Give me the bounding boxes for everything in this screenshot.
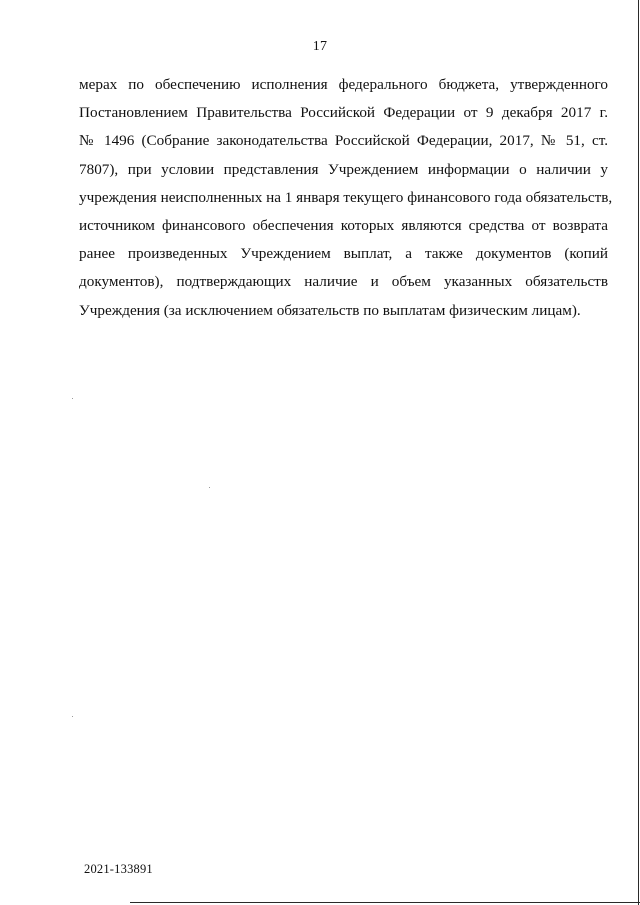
paragraph-line: учреждения неисполненных на 1 января текущего финансового года обязательств, [79,188,613,206]
scan-edge-bottom [130,902,640,903]
paragraph-line: 7807), при условии представления Учреждением информации о наличии у [79,160,608,178]
body-paragraph [79,71,613,325]
paragraph-line: документов), подтверждающих наличие и объем указанных обязательств [79,273,608,291]
scan-speck [72,398,73,399]
paragraph-line: ранее произведенных Учреждением выплат, а также документов (копий [79,245,608,263]
scan-speck [209,487,210,488]
paragraph-line-last: Учреждения (за исключением обязательств по выплатам физическим лицам). [79,301,581,319]
document-code: 2021-133891 [84,862,153,876]
scan-edge-right [638,0,639,905]
paragraph-line: Постановлением Правительства Российской Федерации от 9 декабря 2017 г. [79,104,608,122]
paragraph-line: источником финансового обеспечения которых являются средства от возврата [79,217,608,235]
paragraph-line: мерах по обеспечению исполнения федерального бюджета, утвержденного [79,76,608,93]
paragraph-line: № 1496 (Собрание законодательства Российской Федерации, 2017, № 51, ст. [79,132,608,150]
scan-speck [72,716,73,717]
page-number: 17 [312,39,328,54]
